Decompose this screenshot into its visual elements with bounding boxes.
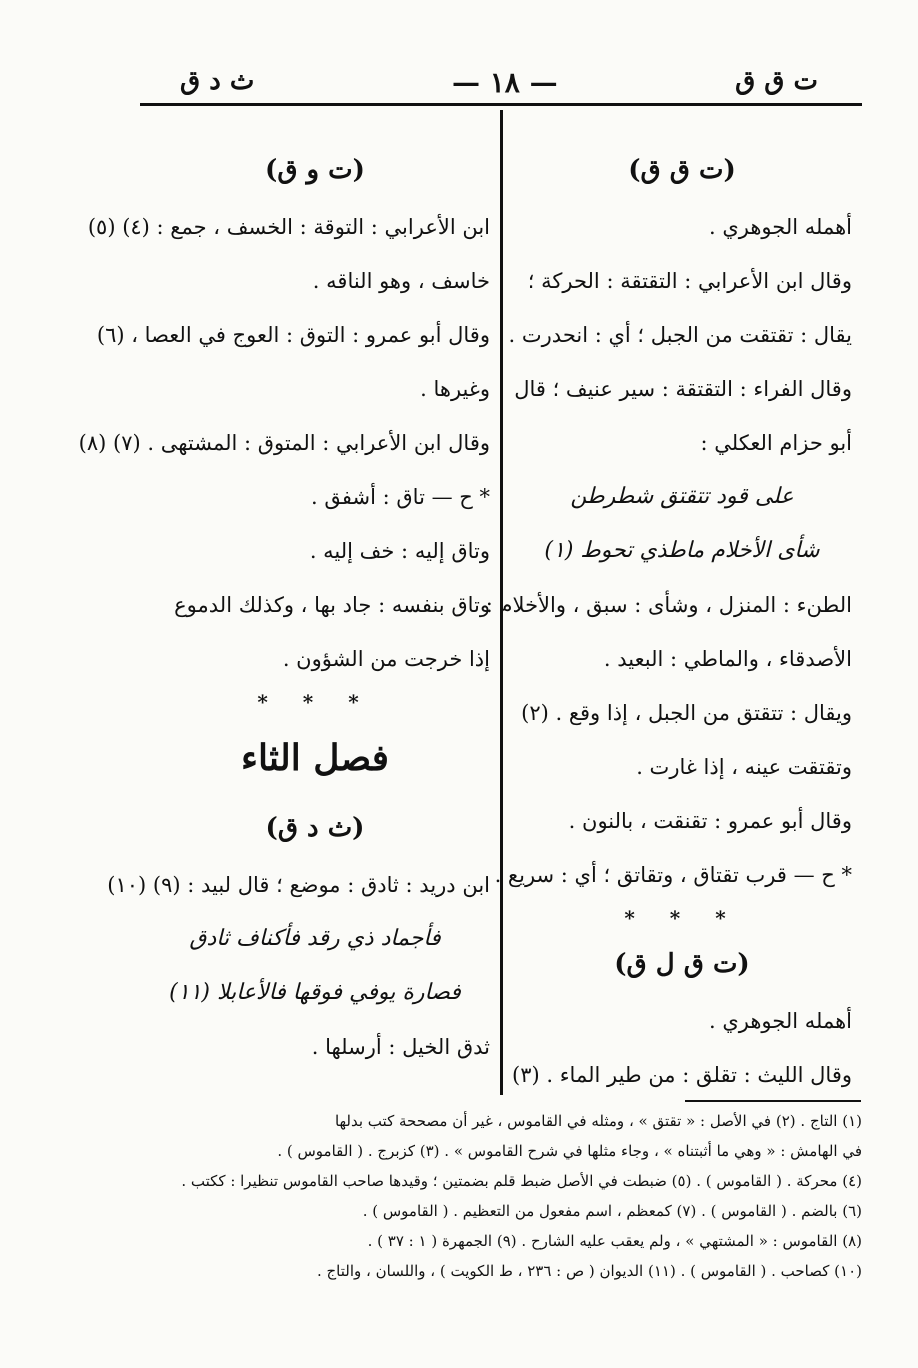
section-separator: * * * bbox=[257, 690, 373, 714]
entry-line: وقال أبو عمرو : تقنقت ، بالنون . bbox=[568, 809, 852, 833]
footnote-line: (٤) محركة . ( القاموس ) . (٥) ضبطت في الأصل ضبط قلم بضمتين ؛ وقيدها صاحب القاموس تنظيرا : ككتب . bbox=[181, 1172, 862, 1190]
verse-line: شأى الأخلام ماطذي تحوط (١) bbox=[544, 538, 820, 563]
root-heading: (ت ق ل ق) bbox=[614, 949, 750, 979]
entry-line: الطنء : المنزل ، وشأى : سبق ، والأخلام : bbox=[485, 593, 852, 617]
entry-line: أهمله الجوهري . bbox=[708, 215, 852, 239]
entry-line: وقال الفراء : التقتقة : سير عنيف ؛ قال bbox=[514, 377, 852, 401]
entry-line: أبو حزام العكلي : bbox=[700, 431, 852, 455]
entry-line: أهمله الجوهري . bbox=[708, 1009, 852, 1033]
footnote-line: (١) التاج . (٢) في الأصل : « تقتق » ، ومثله في القاموس ، غير أن مصححة كتب بدلها bbox=[334, 1112, 862, 1130]
entry-line: وقال ابن الأعرابي : التقتقة : الحركة ؛ bbox=[527, 269, 852, 293]
entry-line: وقال ابن الأعرابي : المتوق : المشتهى . (٧) (٨) bbox=[78, 431, 490, 455]
section-separator: * * * bbox=[624, 906, 740, 930]
root-heading: (ث د ق) bbox=[265, 813, 365, 843]
entry-line: ابن الأعرابي : التوقة : الخسف ، جمع : (٤) (٥) bbox=[87, 215, 490, 239]
entry-line: ثدق الخيل : أرسلها . bbox=[311, 1035, 490, 1059]
footnote-rule bbox=[685, 1100, 861, 1102]
entry-line: * ح — قرب تقتاق ، وتقاتق ؛ أي : سريع . bbox=[494, 863, 852, 887]
root-heading: (ت ق ق) bbox=[628, 155, 736, 185]
entry-line: الأصدقاء ، والماطي : البعيد . bbox=[603, 647, 852, 671]
verse-line: فأجماد ذي رقد فأكناف ثادق bbox=[189, 926, 441, 951]
entry-line: وقال أبو عمرو : التوق : العوج في العصا ، (٦) bbox=[96, 323, 490, 347]
page-header bbox=[0, 0, 918, 110]
entry-line: خاسف ، وهو الناقه . bbox=[312, 269, 490, 293]
running-head-right: ت ق ق bbox=[735, 66, 818, 96]
running-head-left: ث د ق bbox=[180, 66, 255, 96]
entry-line: وتقتقت عينه ، إذا غارت . bbox=[636, 755, 852, 779]
footnotes bbox=[140, 1106, 862, 1286]
section-title: فصل الثاء bbox=[241, 737, 389, 779]
entry-line: وغيرها . bbox=[420, 377, 490, 401]
verse-line: على قود تتقتق شطرطن bbox=[570, 484, 794, 509]
right-column bbox=[485, 140, 852, 1102]
footnote-line: (١٠) كصاحب . ( القاموس ) . (١١) الديوان ( ص : ٢٣٦ ، ط الكويت ) ، واللسان ، والتاج . bbox=[316, 1262, 862, 1280]
left-column bbox=[78, 140, 490, 1074]
entry-line: يقال : تقتقت من الجبل ؛ أي : انحدرت . bbox=[508, 323, 852, 347]
entry-line: وتاق إليه : خف إليه . bbox=[309, 539, 490, 563]
entry-line: ويقال : تتقتق من الجبل ، إذا وقع . (٢) bbox=[521, 701, 852, 725]
verse-line: فصارة يوفي فوقها فالأعابلا (١١) bbox=[169, 980, 461, 1005]
entry-line: إذا خرجت من الشؤون . bbox=[282, 647, 490, 671]
footnote-line: (٦) بالضم . ( القاموس ) . (٧) كمعظم ، اسم مفعول من التعظيم . ( القاموس ) . bbox=[362, 1202, 862, 1220]
footnote-line: في الهامش : « وهي ما أثبتناه » ، وجاء مثلها في شرح القاموس » . (٣) كزبرج . ( القاموس ) . bbox=[277, 1142, 862, 1160]
root-heading: (ت و ق) bbox=[265, 155, 365, 185]
page-number: — ١٨ — bbox=[452, 66, 558, 99]
entry-line: * ح — تاق : أشفق . bbox=[311, 485, 490, 509]
header-rule bbox=[140, 103, 862, 106]
entry-line: ابن دريد : ثادق : موضع ؛ قال لبيد : (٩) (١٠) bbox=[107, 873, 490, 897]
entry-line: وتاق بنفسه : جاد بها ، وكذلك الدموع bbox=[174, 593, 490, 617]
footnote-line: (٨) القاموس : « المشتهي » ، ولم يعقب عليه الشارح . (٩) الجمهرة ( ١ : ٣٧ ) . bbox=[367, 1232, 862, 1250]
entry-line: وقال الليث : تقلق : من طير الماء . (٣) bbox=[511, 1063, 852, 1087]
